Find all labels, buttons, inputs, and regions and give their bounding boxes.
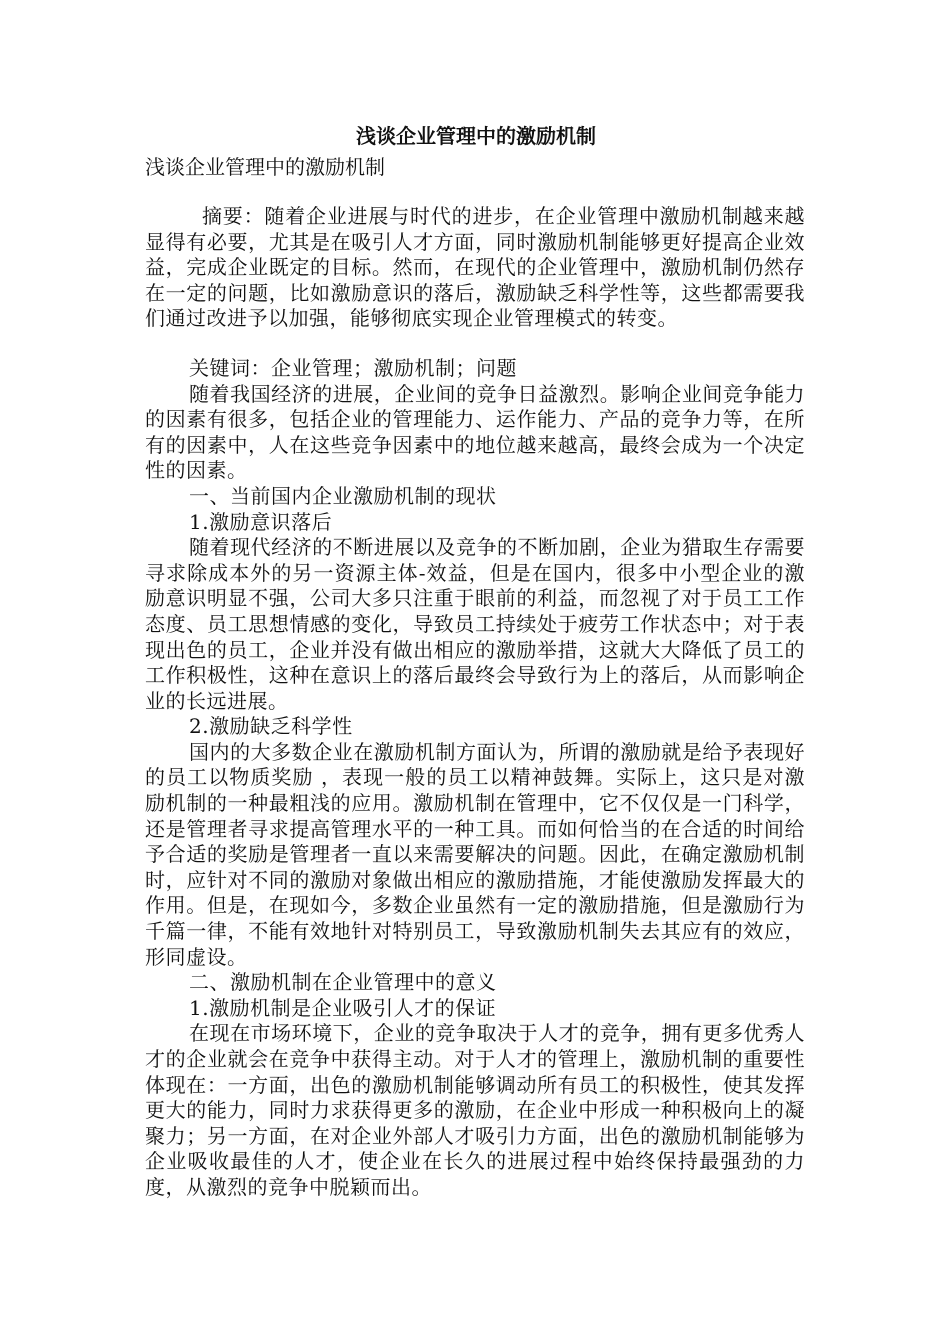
section-1-1-paragraph: 随着现代经济的不断进展以及竞争的不断加剧，企业为猎取生存需要寻求除成本外的另一资源主体-效益，但是在国内，很多中小型企业的激励意识明显不强，公司大多只注重于眼前的利益，而忽视了对于员工工作态度、员工思想情感的变化，导致员工持续处于疲劳工作状态中；对于表现出色的员工，企业并没有做出相应的激励举措，这就大大降低了员工的工作积极性，这种在意识上的落后最终会导致行为上的落后，从而影响企业的长远进展。 — [145, 535, 805, 713]
section-2-1-paragraph: 在现在市场环境下，企业的竞争取决于人才的竞争，拥有更多优秀人才的企业就会在竞争中获得主动。对于人才的管理上，激励机制的重要性体现在：一方面，出色的激励机制能够调动所有员工的积极性，使其发挥更大的能力，同时力求获得更多的激励，在企业中形成一种积极向上的凝聚力；另一方面，在对企业外部人才吸引力方面，出色的激励机制能够为企业吸收最佳的人才，使企业在长久的进展过程中始终保持最强劲的力度，从激烈的竞争中脱颖而出。 — [145, 1021, 805, 1199]
intro-paragraph: 随着我国经济的进展，企业间的竞争日益激烈。影响企业间竞争能力的因素有很多，包括企业的管理能力、运作能力、产品的竞争力等，在所有的因素中，人在这些竞争因素中的地位越来越高，最终会成为一个决定性的因素。 — [145, 381, 805, 483]
keywords-line: 关键词：企业管理；激励机制；问题 — [189, 355, 517, 380]
section-1-heading: 一、当前国内企业激励机制的现状 — [189, 483, 497, 508]
document-subtitle: 浅谈企业管理中的激励机制 — [145, 155, 385, 179]
spacer — [145, 181, 805, 204]
section-2-1-heading: 1.激励机制是企业吸引人才的保证 — [189, 995, 497, 1020]
document-page — [145, 118, 805, 1201]
section-1-2-heading: 2.激励缺乏科学性 — [189, 714, 353, 739]
document-title: 浅谈企业管理中的激励机制 — [356, 124, 596, 148]
abstract-paragraph: 摘要：随着企业进展与时代的进步，在企业管理中激励机制越来越显得有必要，尤其是在吸引人才方面，同时激励机制能够更好提高企业效益，完成企业既定的目标。然而，在现代的企业管理中，激励机制仍然存在一定的问题，比如激励意识的落后，激励缺乏科学性等，这些都需要我们通过改进予以加强，能够彻底实现企业管理模式的转变。 — [145, 204, 805, 331]
spacer — [145, 332, 805, 356]
section-1-2-paragraph: 国内的大多数企业在激励机制方面认为，所谓的激励就是给予表现好的员工以物质奖励 ，表现一般的员工以精神鼓舞。实际上，这只是对激励机制的一种最粗浅的应用。激励机制在管理中，它不仅仅是一门科学，还是管理者寻求提高管理水平的一种工具。而如何恰当的在合适的时间给予合适的奖励是管理者一直以来需要解决的问题。因此，在确定激励机制时，应针对不同的激励对象做出相应的激励措施，才能使激励发挥最大的作用。但是，在现如今，多数企业虽然有一定的激励措施，但是激励行为千篇一律，不能有效地针对特别员工，导致激励机制失去其应有的效应，形同虚设。 — [145, 739, 805, 969]
section-2-heading: 二、激励机制在企业管理中的意义 — [189, 970, 497, 995]
section-1-1-heading: 1.激励意识落后 — [189, 509, 333, 534]
